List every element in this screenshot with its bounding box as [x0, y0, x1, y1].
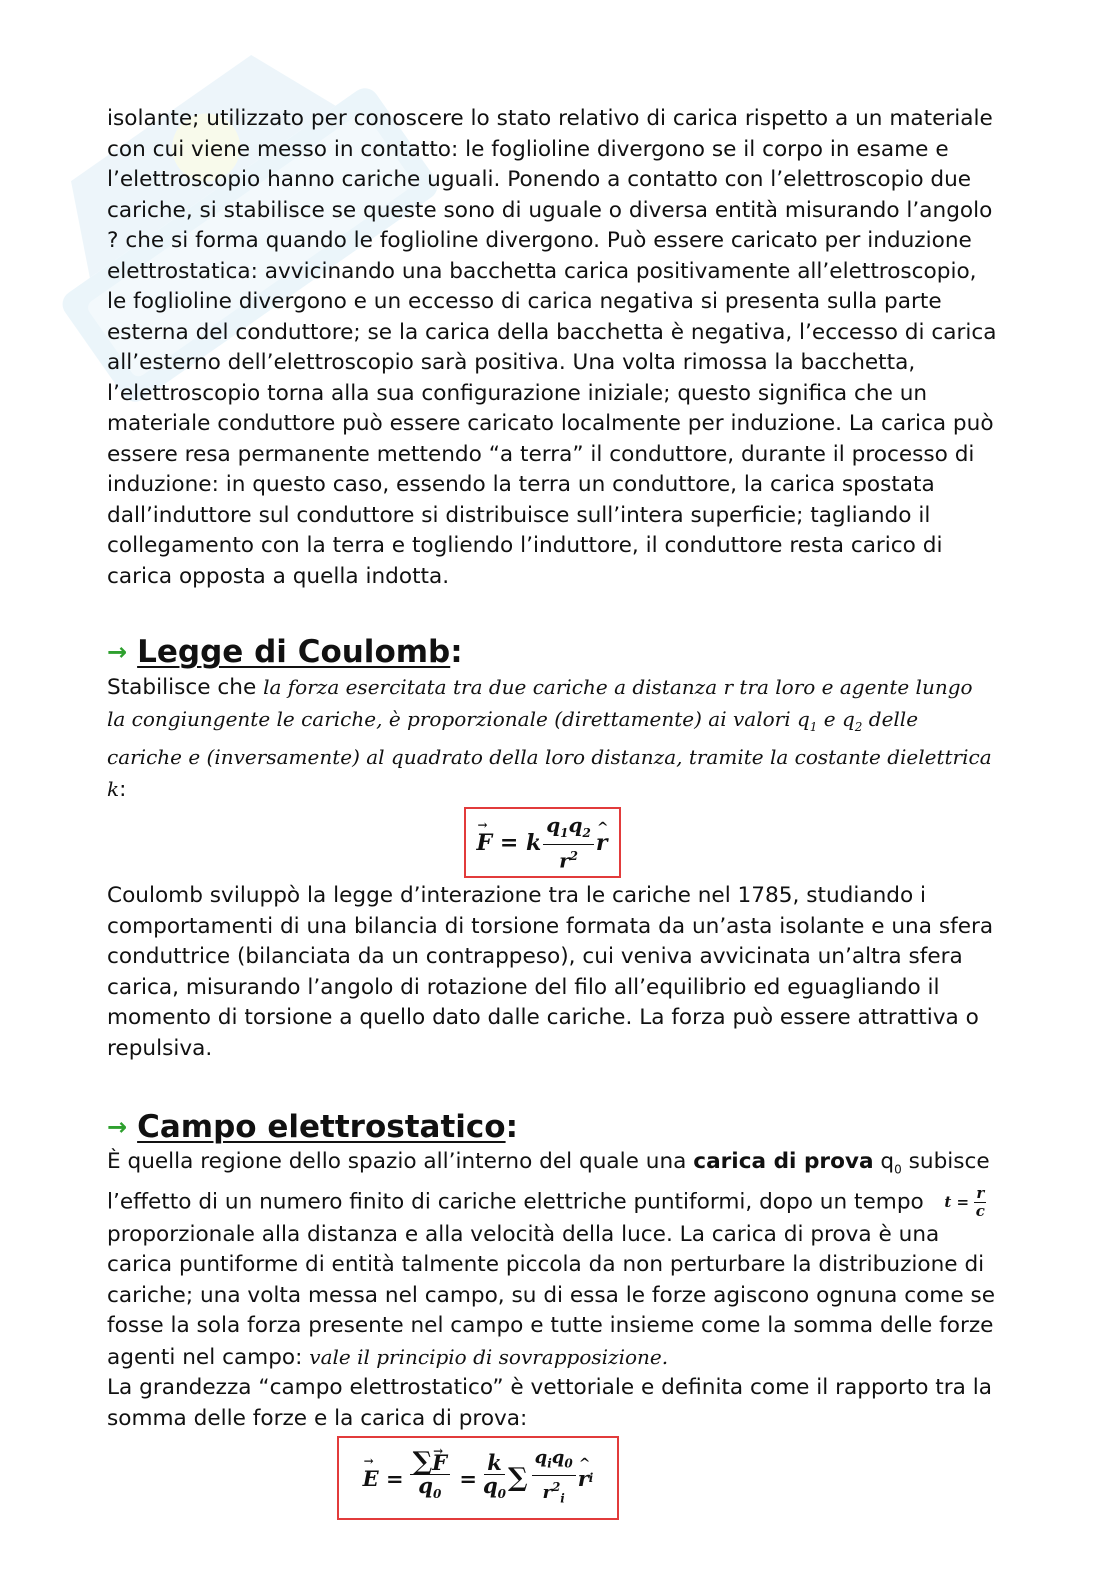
arrow-right-icon: → — [107, 1113, 128, 1141]
intro-paragraph: isolante; utilizzato per conoscere lo stato relativo di carica rispetto a un materiale con cui viene messo in contatto: le foglioline divergono se il corpo in esame e l’elettroscopio hanno cariche uguali. Ponendo a contatto con l’elettroscopio due cariche, si stabilisce se queste sono di uguale o diversa entità misurando l’angolo ? che si forma quando le foglioline divergono. Può essere caricato per induzione elettrostatica: avvicinando una bacchetta carica positivamente all’elettroscopio, le foglioline divergono e un eccesso di carica negativa si presenta sulla parte esterna del conduttore; se la carica della bacchetta è negativa, l’eccesso di carica all’esterno dell’elettroscopio sarà positiva. Una volta rimossa la bacchetta, l’elettroscopio torna alla sua configurazione iniziale; questo significa che un materiale conduttore può essere caricato localmente per induzione. La carica può essere resa permanente mettendo “a terra” il conduttore, durante il processo di induzione: in questo caso, essendo la terra un conduttore, la carica spostata dall’induttore sul conduttore si distribuisce sull’intera superficie; tagliando il collegamento con la terra e togliendo l’induttore, il conduttore resta carico di carica opposta a quella indotta. — [107, 106, 997, 589]
coulomb-statement: Stabilisce che la forza esercitata tra due cariche a distanza r tra loro e agente lungo la congiungente le cariche, è proporzionale (direttamente) ai valori $q_1$ e $q_2$ delle cariche e (inversamente) al quadrato della loro distanza, tramite la costante dielettrica k: — [107, 675, 992, 802]
document-page — [107, 104, 997, 1520]
coulomb-formula: → F = k $\frac{q_1q_2}{r^2}$ ^ r — [464, 807, 621, 878]
coulomb-title: Legge di Coulomb — [137, 634, 451, 670]
campo-paragraph-1: È quella regione dello spazio all’interno del quale una carica di prova $q_0$ subisce l’effetto di un numero finito di cariche elettriche puntiformi, dopo un tempo t = $\frac{r}{c}$ proporzionale alla distanza e alla velocità della luce. La carica di prova è una carica puntiforme di entità talmente piccola da non perturbare la distribuzione di cariche; una volta messa nel campo, su di essa le forze agiscono ognuna come se fosse la sola forza presente nel campo e tutte insieme come la somma delle forze agenti nel campo: vale il principio di sovrapposizione. — [107, 1149, 996, 1370]
campo-title: Campo elettrostatico — [137, 1109, 506, 1145]
campo-heading: → Campo elettrostatico : — [107, 1109, 518, 1145]
campo-formula: → E = $\frac{\sum\to F}{q_0}$ = $\frac{k}{q_0}$ ∑ $\frac{q_iq_0}{r^2_i}$ ^ r i — [337, 1436, 619, 1520]
coulomb-heading: → Legge di Coulomb : — [107, 634, 463, 670]
campo-paragraph-2: La grandezza “campo elettrostatico” è vettoriale e definita come il rapporto tra la somma delle forze e la carica di prova: — [107, 1375, 992, 1431]
coulomb-paragraph: Coulomb sviluppò la legge d’interazione tra le cariche nel 1785, studiando i comportamenti di una bilancia di torsione formata da un’asta isolante e una sfera conduttrice (bilanciata da un contrappeso), cui veniva avvicinata un’altra sfera carica, misurando l’angolo di rotazione del filo all’equilibrio ed eguagliando il momento di torsione a quello dato dalle cariche. La forza può essere attrattiva o repulsiva. — [107, 883, 994, 1061]
arrow-right-icon: → — [107, 638, 128, 666]
